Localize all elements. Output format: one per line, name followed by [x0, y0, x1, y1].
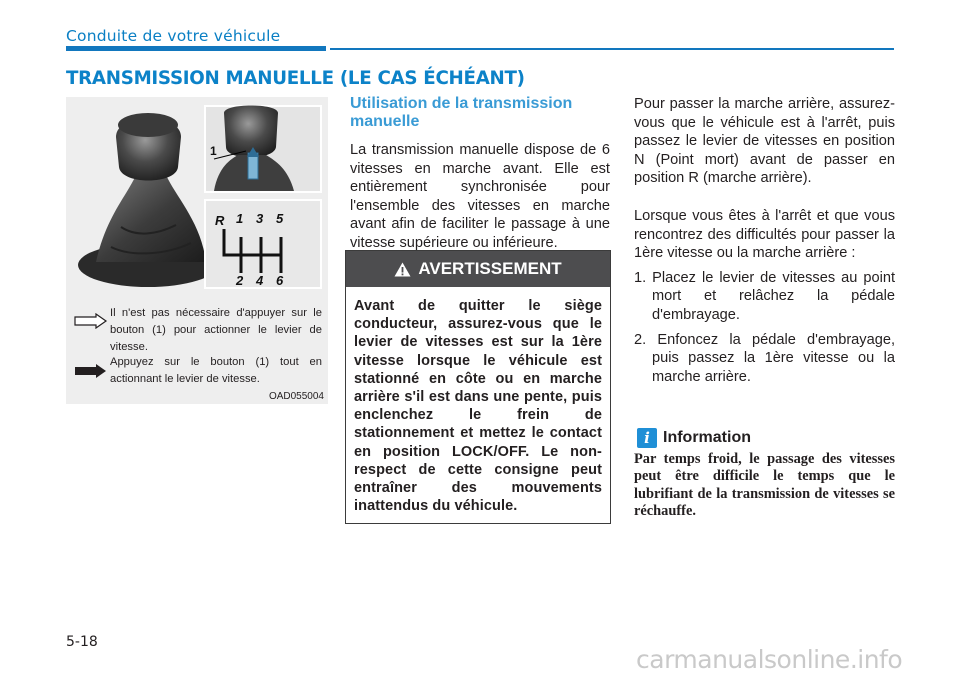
warning-text: Avant de quitter le siège conducteur, assurez-vous que le levier de vitesses est sur la 1ère vitesse lorsque le véhicule est stationné en côte ou en marche arrière s'il est dans une pente, puis enclenchez le frein de stationnement et mettez le contact en position LOCK/OFF. Le non-respect de cette consigne peut entraîner des mouvements inattendus du véhicule.	[354, 298, 602, 515]
section-header: Conduite de votre véhicule	[66, 27, 281, 45]
info-icon: i	[637, 428, 657, 448]
information-text: Par temps froid, le passage des vitesses peut être difficile le temps que le lubrifiant de la transmission de vitesses se réchauffe.	[634, 451, 895, 519]
gear-label-reverse: R	[215, 213, 225, 228]
gear-label-6: 6	[276, 273, 284, 288]
list-item: 2. Enfoncez la pédale d'embrayage, puis passez la 1ère vitesse ou la marche arrière.	[634, 331, 895, 385]
gear-lever-figure	[66, 97, 328, 404]
note-outline-arrow: Il n'est pas nécessaire d'appuyer sur le bouton (1) pour actionner le levier de vitesse.	[110, 307, 322, 353]
gear-label-4: 4	[256, 273, 264, 288]
header-rule-thick	[66, 46, 326, 51]
note-solid-arrow: Appuyez sur le bouton (1) tout en actionnant le levier de vitesse.	[110, 356, 322, 385]
intro-paragraph: La transmission manuelle dispose de 6 vitesses en marche avant. Elle est entièrement synchronisée pour l'ensemble des vitesses en marche avant afin de faciliter le passage à une vitesse supérieure ou inférieure.	[350, 142, 610, 251]
difficulty-paragraph: Lorsque vous êtes à l'arrêt et que vous rencontrez des difficultés pour passer la 1ère vitesse ou la marche arrière :	[634, 207, 895, 262]
gear-label-5: 5	[276, 211, 284, 226]
page-number: 5-18	[66, 634, 98, 650]
warning-triangle-icon	[394, 262, 411, 277]
information-title: Information	[663, 429, 751, 446]
warning-header	[346, 251, 610, 287]
warning-title: AVERTISSEMENT	[418, 259, 562, 278]
solid-arrow-icon	[74, 363, 108, 379]
outline-arrow-icon	[74, 313, 108, 329]
column-manual-transmission	[350, 95, 610, 253]
gear-label-3: 3	[256, 211, 264, 226]
gear-label-1: 1	[236, 211, 244, 226]
figure-code: OAD055004	[268, 391, 324, 402]
gear-label-2: 2	[236, 273, 244, 288]
header-rule-thin	[330, 48, 894, 50]
gear-lever-illustration	[66, 97, 328, 297]
section-subtitle: Utilisation de la transmission manuelle	[350, 95, 573, 130]
watermark: carmanualsonline.info	[636, 645, 903, 674]
column-reverse-gear	[634, 95, 895, 386]
button-callout-number: 1	[210, 144, 217, 158]
list-item: 1. Placez le levier de vitesses au point mort et relâchez la pédale d'embrayage.	[634, 269, 895, 323]
warning-box	[345, 250, 611, 524]
reverse-paragraph: Pour passer la marche arrière, assurez-vous que le véhicule est à l'arrêt, puis passez le levier de vitesses en position N (Point mort) avant de passer en position R (marche arrière).	[634, 96, 895, 187]
page-title: TRANSMISSION MANUELLE (LE CAS ÉCHÉANT)	[66, 67, 525, 89]
information-header	[637, 428, 751, 448]
